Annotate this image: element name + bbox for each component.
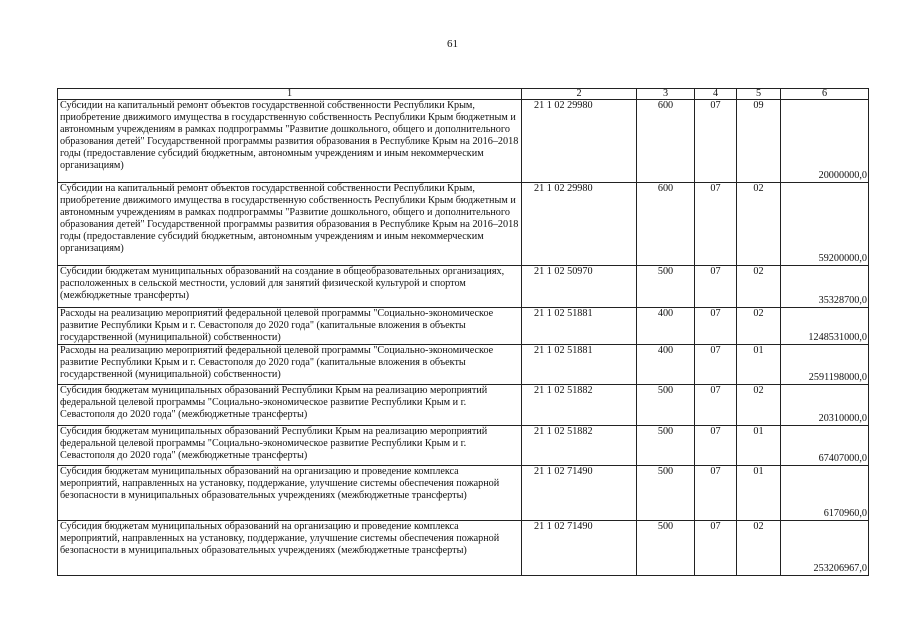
amount-cell: 67407000,0 (781, 426, 869, 466)
amount-cell: 59200000,0 (781, 183, 869, 266)
code-cell: 21 1 02 50970 (522, 266, 637, 308)
subsection-cell: 09 (737, 100, 781, 183)
section-cell: 07 (695, 385, 737, 426)
subsection-cell: 02 (737, 183, 781, 266)
subsection-cell: 01 (737, 466, 781, 521)
code-cell: 21 1 02 29980 (522, 183, 637, 266)
column-header-3: 3 (637, 89, 695, 100)
section-cell: 07 (695, 521, 737, 576)
table-row (58, 426, 869, 466)
description-cell: Субсидии на капитальный ремонт объектов государственной собственности Республики Крым, приобретение движимого имущества в государственную собственность Республики Крым бюджетным и автономным учреждениям в рамках подпрограммы "Развитие дошкольного, общего и дополнительного образования детей" Государственной программы развития образования в Республике Крым на 2016–2018 годы (предоставление субсидий бюджетным, автономным учреждениям и иным некоммерческим организациям) (58, 183, 522, 266)
section-cell: 07 (695, 308, 737, 345)
column-header-2: 2 (522, 89, 637, 100)
expense-type-cell: 500 (637, 521, 695, 576)
table-row (58, 385, 869, 426)
amount-cell: 6170960,0 (781, 466, 869, 521)
subsection-cell: 01 (737, 426, 781, 466)
code-cell: 21 1 02 29980 (522, 100, 637, 183)
description-cell: Субсидии бюджетам муниципальных образований на создание в общеобразовательных организациях, расположенных в сельской местности, условий для занятий физической культурой и спортом (межбюджетные трансферты) (58, 266, 522, 308)
section-cell: 07 (695, 426, 737, 466)
subsection-cell: 02 (737, 308, 781, 345)
amount-cell: 20000000,0 (781, 100, 869, 183)
expense-type-cell: 400 (637, 308, 695, 345)
subsection-cell: 02 (737, 266, 781, 308)
table-row (58, 100, 869, 183)
table-row (58, 466, 869, 521)
description-cell: Расходы на реализацию мероприятий федеральной целевой программы "Социально-экономическое развитие Республики Крым и г. Севастополя до 2020 года" (капитальные вложения в объекты государственной (муниципальной) собственности) (58, 308, 522, 345)
expense-type-cell: 500 (637, 385, 695, 426)
subsection-cell: 02 (737, 385, 781, 426)
expense-type-cell: 500 (637, 466, 695, 521)
description-cell: Субсидия бюджетам муниципальных образований Республики Крым на реализацию мероприятий федеральной целевой программы "Социально-экономическое развитие Республики Крым и г. Севастополя до 2020 года" (межбюджетные трансферты) (58, 426, 522, 466)
description-cell: Субсидия бюджетам муниципальных образований Республики Крым на реализацию мероприятий федеральной целевой программы "Социально-экономическое развитие Республики Крым и г. Севастополя до 2020 года" (межбюджетные трансферты) (58, 385, 522, 426)
column-header-1: 1 (58, 89, 522, 100)
amount-cell: 20310000,0 (781, 385, 869, 426)
code-cell: 21 1 02 71490 (522, 521, 637, 576)
table-row (58, 345, 869, 385)
code-cell: 21 1 02 51882 (522, 426, 637, 466)
description-cell: Субсидия бюджетам муниципальных образований на организацию и проведение комплекса мероприятий, направленных на установку, поддержание, улучшение системы обеспечения пожарной безопасности в муниципальных образовательных учреждениях (межбюджетные трансферты) (58, 466, 522, 521)
amount-cell: 1248531000,0 (781, 308, 869, 345)
section-cell: 07 (695, 466, 737, 521)
subsection-cell: 01 (737, 345, 781, 385)
amount-cell: 253206967,0 (781, 521, 869, 576)
expense-type-cell: 600 (637, 183, 695, 266)
amount-cell: 35328700,0 (781, 266, 869, 308)
code-cell: 21 1 02 51882 (522, 385, 637, 426)
code-cell: 21 1 02 71490 (522, 466, 637, 521)
header-row (58, 89, 869, 100)
code-cell: 21 1 02 51881 (522, 345, 637, 385)
table-row (58, 266, 869, 308)
expense-type-cell: 500 (637, 426, 695, 466)
column-header-4: 4 (695, 89, 737, 100)
table-row (58, 183, 869, 266)
column-header-6: 6 (781, 89, 869, 100)
description-cell: Субсидия бюджетам муниципальных образований на организацию и проведение комплекса мероприятий, направленных на установку, поддержание, улучшение системы обеспечения пожарной безопасности в муниципальных образовательных учреждениях (межбюджетные трансферты) (58, 521, 522, 576)
subsection-cell: 02 (737, 521, 781, 576)
code-cell: 21 1 02 51881 (522, 308, 637, 345)
section-cell: 07 (695, 266, 737, 308)
expense-type-cell: 500 (637, 266, 695, 308)
description-cell: Субсидии на капитальный ремонт объектов государственной собственности Республики Крым, приобретение движимого имущества в государственную собственность Республики Крым бюджетным и автономным учреждениям в рамках подпрограммы "Развитие дошкольного, общего и дополнительного образования детей" Государственной программы развития образования в Республике Крым на 2016–2018 годы (предоставление субсидий бюджетным, автономным учреждениям и иным некоммерческим организациям) (58, 100, 522, 183)
section-cell: 07 (695, 183, 737, 266)
table-row (58, 308, 869, 345)
expense-type-cell: 400 (637, 345, 695, 385)
amount-cell: 2591198000,0 (781, 345, 869, 385)
section-cell: 07 (695, 100, 737, 183)
page-number: 61 (447, 38, 458, 50)
section-cell: 07 (695, 345, 737, 385)
expense-type-cell: 600 (637, 100, 695, 183)
description-cell: Расходы на реализацию мероприятий федеральной целевой программы "Социально-экономическое развитие Республики Крым и г. Севастополя до 2020 года" (капитальные вложения в объекты государственной (муниципальной) собственности) (58, 345, 522, 385)
table-row (58, 521, 869, 576)
column-header-5: 5 (737, 89, 781, 100)
budget-table (57, 88, 869, 576)
